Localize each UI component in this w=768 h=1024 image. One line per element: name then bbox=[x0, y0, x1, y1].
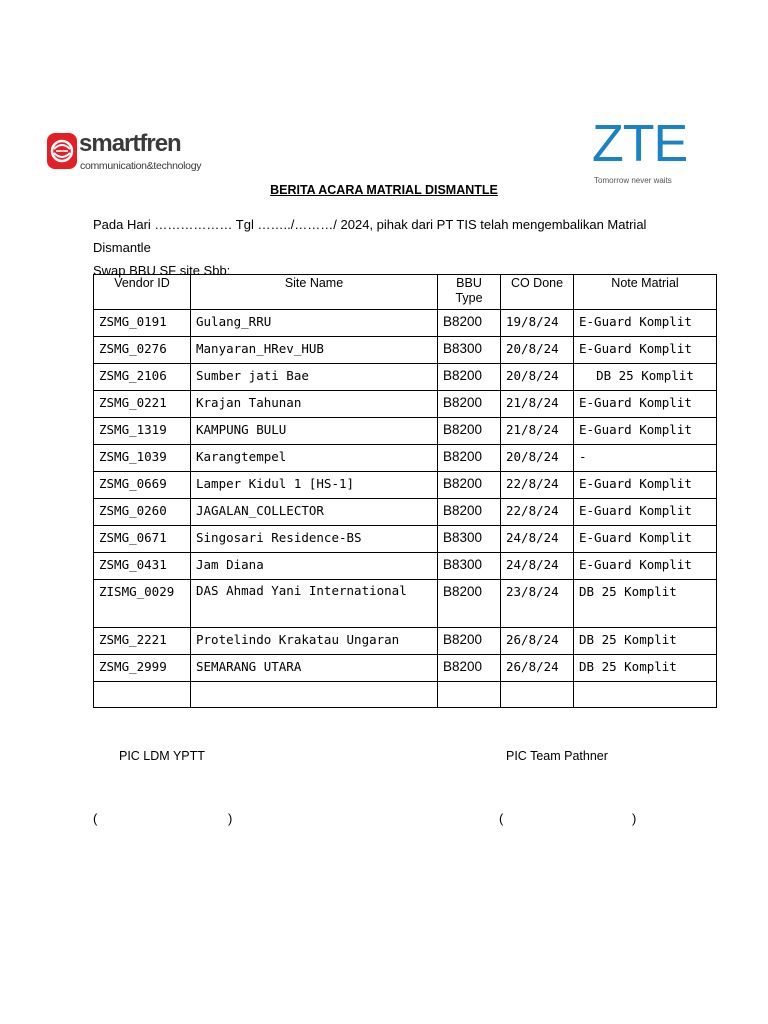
zte-tagline: Tomorrow never waits bbox=[594, 176, 672, 185]
vendor-id-cell: ZSMG_0431 bbox=[94, 553, 191, 580]
table-row bbox=[94, 310, 717, 337]
table-row bbox=[94, 580, 717, 628]
bbu-cell: B8200 bbox=[438, 580, 501, 628]
site-name-cell: Lamper Kidul 1 [HS-1] bbox=[191, 472, 438, 499]
vendor-id-cell: ZSMG_2999 bbox=[94, 655, 191, 682]
header-co-done: CO Done bbox=[501, 275, 574, 310]
intro-line-1: Pada Hari ……………… Tgl ……../………/ 2024, pihak dari PT TIS telah mengembalikan Matrial Dismantle bbox=[93, 217, 647, 255]
note-cell: DB 25 Komplit bbox=[574, 364, 717, 391]
co-done-cell: 26/8/24 bbox=[501, 628, 574, 655]
signature-left-close-paren: ) bbox=[228, 811, 233, 826]
header-note: Note Matrial bbox=[574, 275, 717, 310]
co-done-cell: 24/8/24 bbox=[501, 553, 574, 580]
signature-right-close-paren: ) bbox=[632, 811, 637, 826]
empty-cell bbox=[191, 682, 438, 708]
empty-cell bbox=[574, 682, 717, 708]
note-cell: DB 25 Komplit bbox=[574, 655, 717, 682]
vendor-id-cell: ZSMG_0221 bbox=[94, 391, 191, 418]
note-cell: E-Guard Komplit bbox=[574, 337, 717, 364]
bbu-cell: B8200 bbox=[438, 628, 501, 655]
table-row bbox=[94, 337, 717, 364]
header-bbu-type: BBU Type bbox=[438, 275, 501, 310]
bbu-cell: B8300 bbox=[438, 337, 501, 364]
bbu-cell: B8200 bbox=[438, 499, 501, 526]
signature-right-open-paren: ( bbox=[499, 811, 504, 826]
note-cell: E-Guard Komplit bbox=[574, 553, 717, 580]
empty-cell bbox=[94, 682, 191, 708]
table-row bbox=[94, 391, 717, 418]
intro-line-2: Swap BBU SF site Sbb: bbox=[93, 263, 231, 278]
empty-cell bbox=[438, 682, 501, 708]
dismantle-table bbox=[93, 274, 717, 708]
bbu-cell: B8200 bbox=[438, 310, 501, 337]
note-cell: DB 25 Komplit bbox=[574, 628, 717, 655]
site-name-cell: Sumber jati Bae bbox=[191, 364, 438, 391]
bbu-cell: B8300 bbox=[438, 553, 501, 580]
bbu-cell: B8300 bbox=[438, 526, 501, 553]
co-done-cell: 23/8/24 bbox=[501, 580, 574, 628]
table-row bbox=[94, 553, 717, 580]
site-name-cell: Manyaran_HRev_HUB bbox=[191, 337, 438, 364]
co-done-cell: 19/8/24 bbox=[501, 310, 574, 337]
co-done-cell: 22/8/24 bbox=[501, 499, 574, 526]
co-done-cell: 20/8/24 bbox=[501, 337, 574, 364]
site-name-cell: DAS Ahmad Yani International bbox=[191, 580, 438, 628]
co-done-cell: 22/8/24 bbox=[501, 472, 574, 499]
table-row bbox=[94, 526, 717, 553]
table-row bbox=[94, 655, 717, 682]
empty-table-row bbox=[94, 682, 717, 708]
co-done-cell: 21/8/24 bbox=[501, 418, 574, 445]
co-done-cell: 26/8/24 bbox=[501, 655, 574, 682]
table-row bbox=[94, 628, 717, 655]
note-cell: E-Guard Komplit bbox=[574, 526, 717, 553]
vendor-id-cell: ZSMG_0260 bbox=[94, 499, 191, 526]
co-done-cell: 20/8/24 bbox=[501, 364, 574, 391]
signature-right-label: PIC Team Pathner bbox=[506, 749, 608, 763]
smartfren-subtitle: communication&technology bbox=[80, 160, 202, 172]
vendor-id-cell: ZSMG_0191 bbox=[94, 310, 191, 337]
site-name-cell: Protelindo Krakatau Ungaran bbox=[191, 628, 438, 655]
intro-paragraph bbox=[93, 213, 693, 282]
empty-cell bbox=[501, 682, 574, 708]
site-name-cell: Jam Diana bbox=[191, 553, 438, 580]
bbu-cell: B8200 bbox=[438, 418, 501, 445]
note-cell: E-Guard Komplit bbox=[574, 391, 717, 418]
note-cell: E-Guard Komplit bbox=[574, 499, 717, 526]
co-done-cell: 20/8/24 bbox=[501, 445, 574, 472]
site-name-cell: Karangtempel bbox=[191, 445, 438, 472]
note-cell: E-Guard Komplit bbox=[574, 310, 717, 337]
vendor-id-cell: ZSMG_2106 bbox=[94, 364, 191, 391]
smartfren-name: smartfren bbox=[79, 130, 181, 157]
bbu-cell: B8200 bbox=[438, 391, 501, 418]
table-row bbox=[94, 499, 717, 526]
header-vendor-id: Vendor ID bbox=[94, 275, 191, 310]
site-name-cell: JAGALAN_COLLECTOR bbox=[191, 499, 438, 526]
vendor-id-cell: ZSMG_1039 bbox=[94, 445, 191, 472]
vendor-id-cell: ZSMG_0671 bbox=[94, 526, 191, 553]
signature-left-open-paren: ( bbox=[93, 811, 98, 826]
smartfren-mark-icon bbox=[46, 129, 80, 173]
site-name-cell: Singosari Residence-BS bbox=[191, 526, 438, 553]
table-header-row bbox=[94, 275, 717, 310]
table-row bbox=[94, 472, 717, 499]
co-done-cell: 24/8/24 bbox=[501, 526, 574, 553]
site-name-cell: SEMARANG UTARA bbox=[191, 655, 438, 682]
table-row bbox=[94, 445, 717, 472]
note-cell: - bbox=[574, 445, 717, 472]
site-name-cell: Krajan Tahunan bbox=[191, 391, 438, 418]
vendor-id-cell: ZSMG_0276 bbox=[94, 337, 191, 364]
note-cell: DB 25 Komplit bbox=[574, 580, 717, 628]
table-row bbox=[94, 418, 717, 445]
bbu-cell: B8200 bbox=[438, 472, 501, 499]
site-name-cell: Gulang_RRU bbox=[191, 310, 438, 337]
document-title: BERITA ACARA MATRIAL DISMANTLE bbox=[270, 183, 498, 197]
table-row bbox=[94, 364, 717, 391]
zte-logo bbox=[592, 115, 688, 190]
vendor-id-cell: ZSMG_0669 bbox=[94, 472, 191, 499]
bbu-cell: B8200 bbox=[438, 445, 501, 472]
bbu-cell: B8200 bbox=[438, 655, 501, 682]
vendor-id-cell: ZISMG_0029 bbox=[94, 580, 191, 628]
note-cell: E-Guard Komplit bbox=[574, 418, 717, 445]
site-name-cell: KAMPUNG BULU bbox=[191, 418, 438, 445]
vendor-id-cell: ZSMG_2221 bbox=[94, 628, 191, 655]
co-done-cell: 21/8/24 bbox=[501, 391, 574, 418]
note-cell: E-Guard Komplit bbox=[574, 472, 717, 499]
vendor-id-cell: ZSMG_1319 bbox=[94, 418, 191, 445]
zte-name: ZTE bbox=[592, 115, 688, 173]
bbu-cell: B8200 bbox=[438, 364, 501, 391]
header-site-name: Site Name bbox=[191, 275, 438, 310]
signature-left-label: PIC LDM YPTT bbox=[119, 749, 205, 763]
